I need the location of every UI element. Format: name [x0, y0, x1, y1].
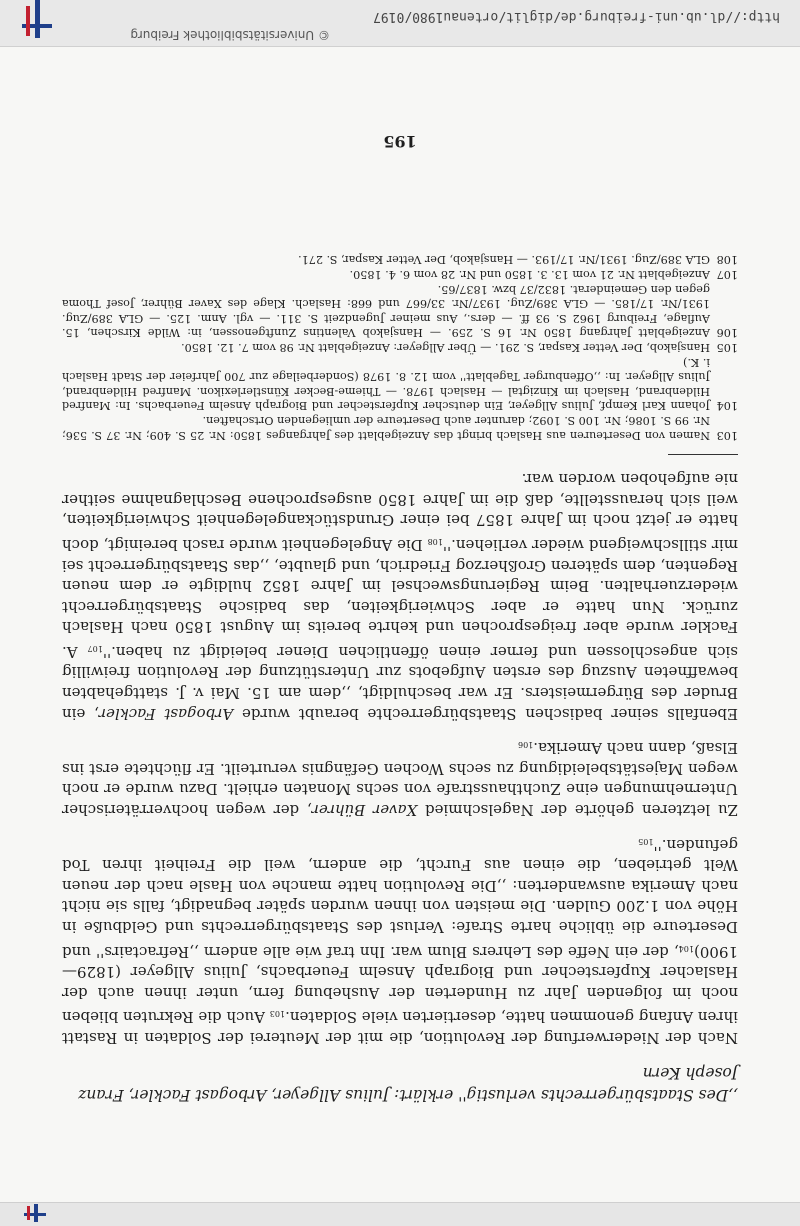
footnote-divider [668, 454, 738, 455]
footnote [62, 252, 738, 267]
footnote [62, 412, 738, 441]
bottom-strip [0, 0, 800, 47]
footnote-text: GLA 389/Zug. 1931/Nr. 17/193. — Hansjakob, Der Vetter Kaspar, S. 271. [298, 253, 710, 267]
footnotes [62, 252, 738, 442]
paragraph: Ebenfalls seiner badischen Staatsbürgerrechte beraubt wurde Arbogast Fackler, ein Bruder des Bürgermeisters. Er war beschuldigt, ,,dem am 15. Mai v. J. stattgehabten bewaffneten Auszug des ersten Aufgebots zur Unterstützung der Revolution freiwillig sich angeschlossen und ferner einen öffentlichen Diener beleidigt zu $haben.''^{107}$ A. Fackler wurde aber freigesprochen und kehrte bereits im August 1850 nach Haslach zurück. Nun hatte er aber Schwierigkeiten, das badische Staatsbürgerrecht wiederzuerhalten. Beim Regierungswechsel im Jahre 1852 huldigte er dem neuen Regenten, dem späteren Großherzog Friedrich, und glaubte, ,,das Staatsbürgerrecht sei mir stillschweigend wieder $verliehen.''^{108}$ Die Angelegenheit wurde rasch bereinigt, doch hatte er jetzt noch im Jahre 1857 bei einer Grundstückangelegenheit Schwierigkeiten, weil sich herausstellte, daß die im Jahre 1850 ausgesprochene Beschlagnahme seither nie aufgehoben worden war. [61, 470, 738, 723]
footnote-ref: 106 [518, 740, 534, 750]
footnote-number: 107 [716, 268, 738, 282]
person-name: Xaver Bührer [311, 801, 418, 820]
footnote-number: 103 [716, 428, 738, 442]
footnote-ref: 104 [678, 943, 694, 953]
footnote-ref: 107 [87, 643, 103, 653]
copyright-text: © Universitätsbibliothek Freiburg [130, 28, 330, 42]
page-content [62, 252, 738, 1106]
logo-bar [35, 0, 40, 38]
logo-bar-red [26, 6, 30, 36]
footnote-number: 108 [716, 253, 738, 267]
footnote-text: Namen von Deserteuren aus Haslach bringt das Anzeigeblatt des Jahrganges 1850: Nr. 25 S. 409; Nr. 37 S. 536; Nr. 99 S. 1086; Nr. 100 S. 1092; darunter auch Deserteure der umliegenden Ortschaften. [62, 413, 710, 442]
footnote [62, 281, 738, 339]
page-number: 195 [383, 132, 417, 151]
section-heading: ,,Des Staatsbürgerrechts verlustig'' erklärt: Julius Allgeyer, Arbogast Fackler, Franz Joseph Kern [78, 1064, 738, 1104]
footnote [62, 266, 738, 281]
footnote-text: Anzeigeblatt Jahrgang 1850 Nr. 16 S. 259. — Hansjakob Valentins Zunftgenossen, in: Wilde Kirschen, 15. Auflage, Freiburg 1962 S. 93 ff. — ders., Aus meiner Jugendzeit S. 311. — vgl. Anm. 125. — GLA 389/Zug. 1931/Nr. 17/185. — GLA 389/Zug. 1937/Nr. 33/667 und 668: Haslach. Klage des Xaver Bührer, Josef Thoma gegen den Gemeinderat. 1832/37 bzw. 1837/65. [62, 282, 710, 340]
footnote [62, 339, 738, 354]
paragraph: Zu letzteren gehörte der Nagelschmied Xaver Bührer, der wegen hochverräterischer Unternehmungen eine Zuchthausstrafe von sechs Monaten erhielt. Dazu wurde er noch wegen Majestätsbeleidigung zu sechs Wochen Gefängnis verurteilt. Er flüchtete erst ins Elsaß, dann nach Amerika.$^{106}$ [62, 739, 738, 820]
footnote-text: Hansjakob, Der Vetter Kaspar, S. 291. — Über Allgeyer: Anzeigeblatt Nr. 98 vom 7. 12. 1850. [181, 341, 710, 354]
paragraph: Nach der Niederwerfung der Revolution, die mit der Meuterei der Soldaten in Rastatt ihren Anfang genommen hatte, desertierten viele Soldaten.$^{103}$ Auch die Rekruten blieben noch im folgenden Jahr zu Hunderten der Aushebung fern, unter ihnen auch der Haslacher Kupferstecher und Biograph Anselm Feuerbachs, Julius Allgeyer (1829—1900)$^{104}$, der ein Neffe des Lehrers Blum war. Ihn traf wie alle andern ,,Refractairs'' und Deserteure die übliche harte Strafe: Verlust des Staatsbürgerrechts und Geldbuße in Höhe von 1.200 Gulden. Die meisten von ihnen wurden später begnadigt, falls sie nicht nach Amerika auswanderten: ,,Die Revolution hatte manche von Hasle nach der neuen Welt getrieben, die einen aus Furcht, die andern, weil die Freiheit ihren Tod $gefunden.''^{105}$ [61, 835, 738, 1047]
university-logo-icon [20, 1204, 50, 1222]
footnote-text: Johann Karl Kempf, Julius Allgeyer, Ein deutscher Kupferstecher und Biograph Anselm Feuerbachs. In: Manfred Hildenbrand, Haslach im Kinzigtal — Haslach 1978. — Thieme-Becker Künstlerlexikon. Manfred Hildenbrand, Julius Allgeyer. In: ,,Offenburger Tageblatt'' vom 12. 8. 1978 (Sonderbeilage zur 700 Jahrfeier der Stadt Haslach i. K.) [62, 355, 710, 413]
person-name: Arbogast Fackler [98, 704, 234, 723]
footnote-text: Anzeigeblatt Nr. 21 vom 13. 3. 1850 und Nr. 28 vom 6. 4. 1850. [349, 268, 710, 282]
top-strip [0, 1202, 800, 1226]
footnote-number: 104 [716, 399, 738, 413]
footnote [62, 354, 738, 412]
footnote-number: 105 [716, 341, 738, 354]
source-url-link[interactable]: http://dl.ub.uni-freiburg.de/diglit/ortenau1980/0197 [373, 9, 780, 24]
university-logo-icon [18, 0, 54, 40]
logo-bar-red [27, 1206, 30, 1220]
footnote-number: 106 [716, 326, 738, 340]
footnote-ref: 108 [427, 536, 443, 546]
footnote-ref: 103 [269, 1009, 286, 1019]
footnote-ref: 105 [638, 836, 654, 846]
